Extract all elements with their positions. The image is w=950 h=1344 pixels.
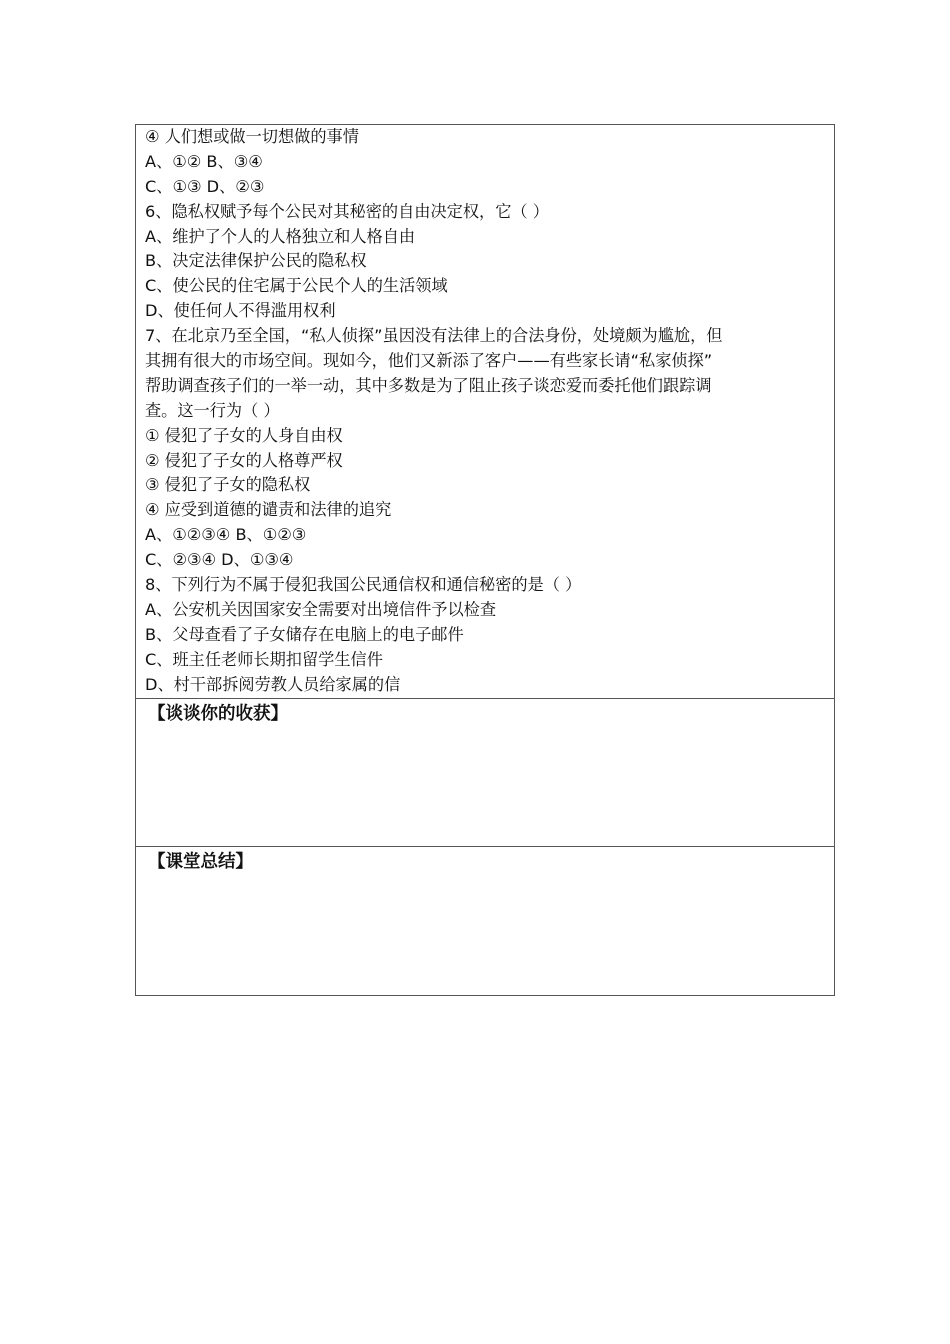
text-line: A、维护了个人的人格独立和人格自由: [145, 226, 416, 246]
text-line: D、村干部拆阅劳教人员给家属的信: [145, 674, 401, 694]
text-line: 7、在北京乃至全国，“私人侦探”虽因没有法律上的合法身份，处境颇为尴尬，但: [145, 326, 723, 346]
text-line: ② 侵犯了子女的人格尊严权: [145, 450, 343, 470]
text-line: 其拥有很大的市场空间。现如今，他们又新添了客户——有些家长请“私家侦探”: [145, 351, 713, 371]
text-line: ③ 侵犯了子女的隐私权: [145, 475, 311, 495]
summary-cell: [135, 846, 835, 996]
text-line: A、①② B、③④: [145, 151, 263, 171]
questions-cell: [135, 124, 835, 699]
text-line: C、①③ D、②③: [145, 176, 265, 196]
text-line: C、使公民的住宅属于公民个人的生活领域: [145, 276, 448, 296]
text-line: 6、隐私权赋予每个公民对其秘密的自由决定权，它（ ）: [145, 201, 549, 221]
text-line: C、②③④ D、①③④: [145, 550, 294, 570]
text-line: D、使任何人不得滥用权利: [145, 301, 336, 321]
gains-title: 【谈谈你的收获】: [148, 704, 288, 724]
question-lines: [145, 125, 828, 697]
text-line: A、①②③④ B、①②③: [145, 525, 307, 545]
text-line: B、决定法律保护公民的隐私权: [145, 251, 367, 271]
text-line: C、班主任老师长期扣留学生信件: [145, 649, 383, 669]
text-line: A、公安机关因国家安全需要对出境信件予以检查: [145, 599, 497, 619]
text-line: ① 侵犯了子女的人身自由权: [145, 425, 343, 445]
text-line: ④ 应受到道德的谴责和法律的追究: [145, 500, 392, 520]
summary-title: 【课堂总结】: [148, 852, 253, 872]
text-line: 查。这一行为（ ）: [145, 400, 280, 420]
text-line: B、父母查看了子女储存在电脑上的电子邮件: [145, 624, 464, 644]
text-line: 8、下列行为不属于侵犯我国公民通信权和通信秘密的是（ ）: [145, 575, 582, 595]
text-line: ④ 人们想或做一切想做的事情: [145, 127, 359, 146]
text-line: 帮助调查孩子们的一举一动，其中多数是为了阻止孩子谈恋爱而委托他们跟踪调: [145, 375, 712, 395]
gains-cell: [135, 698, 835, 847]
